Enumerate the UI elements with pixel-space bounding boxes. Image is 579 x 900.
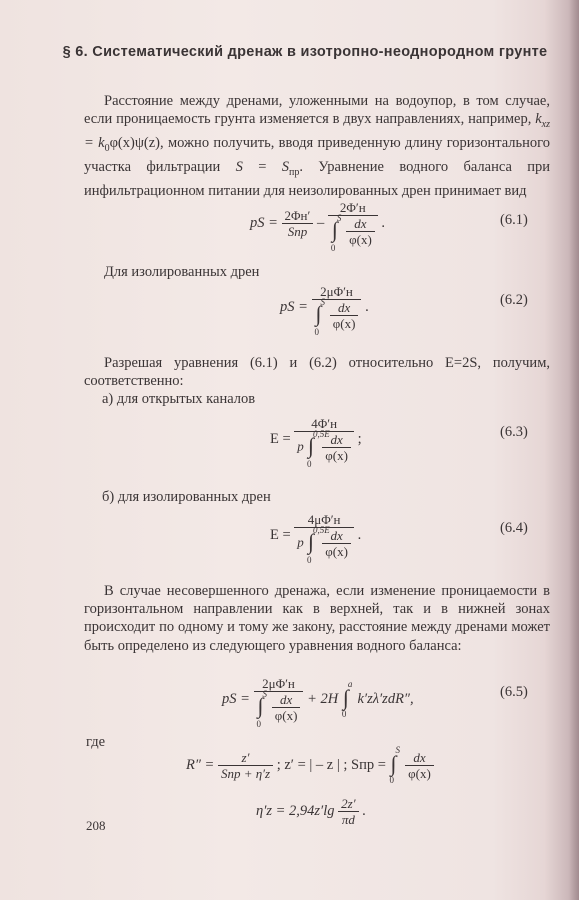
- p1-sub-pr: пр: [288, 167, 300, 179]
- p1-eqsign: =: [242, 159, 282, 176]
- where-label: где: [86, 734, 106, 750]
- p1-phi-psi: φ(x)ψ(z): [109, 135, 161, 152]
- eq-number-6-4: (6.4): [500, 520, 528, 536]
- integral-sign: ∫ 0,5E 0: [307, 524, 330, 565]
- eq-6-1-frac2: 2Φ′н ∫ S 0 $\frac{dx}{\varphi(x)}$: [328, 200, 378, 247]
- integral-sign: ∫ 0,5E 0: [307, 428, 330, 469]
- p1-k: k: [535, 111, 542, 128]
- item-a: а) для открытых каналов: [102, 391, 256, 407]
- definitions-r-z-s: R″ = $\frac{z'}{\text{Sпр + η′z}}$ ; z′ = | – z | ; Sпр = ∫ S 0 $\frac{dx}{\varphi(x)}$: [186, 750, 434, 781]
- eq-number-6-2: (6.2): [500, 292, 528, 308]
- eq-6-1-frac1: $\frac{2\Phi н'}{\text{Sпр}}$: [282, 208, 314, 239]
- p1-text-c: . Уравнение водного баланса при инфильтрационном питании для неизолированных дрен принимает вид: [84, 159, 550, 200]
- eq-number-6-1: (6.1): [500, 212, 528, 228]
- equation-6-4: E = 4μΦ′н p ∫ 0,5E 0 $\frac{dx}{\varphi(x)}$ .: [270, 512, 362, 565]
- page-number: 208: [86, 818, 106, 833]
- p1-text-a: Расстояние между дренами, уложенными на водоупор, в том случае, если проницаемость грунта изменяется в двух направлениях, например,: [84, 93, 550, 128]
- p1-s2: S: [281, 159, 289, 176]
- eq-number-6-5: (6.5): [500, 684, 528, 700]
- paragraph-3: В случае несовершенного дренажа, если изменение проницаемости в горизонтальном направлении как в верхней, так и в нижней зонах происходит по одному и тому же закону, расстояние между дренами может быть определено из следующего уравнения водного баланса:: [84, 583, 550, 654]
- p1-text-b: , можно получить, вводя приведенную длину горизонтального участка фильтрации: [84, 135, 550, 176]
- page-edge-shadow: [569, 0, 579, 900]
- equation-6-1: pS = $\frac{2\Phi н'}{\text{Sпр}}$ – 2Φ′н ∫ S 0 $\frac{dx}{\varphi(x)}$ .: [250, 200, 386, 253]
- p1-s1: S: [235, 159, 243, 176]
- integral-sign: ∫ S 0: [389, 744, 401, 785]
- paragraph-2: Разрешая уравнения (6.1) и (6.2) относительно E=2S, получим, соответственно:: [84, 355, 550, 390]
- definition-eta: η′z = 2,94z′lg $\frac{2z'}{\pi d}$ .: [256, 796, 366, 827]
- p1-eq-mid: = k: [84, 135, 105, 152]
- equation-6-2: pS = 2μΦ′н ∫ S 0 $\frac{dx}{\varphi(x)}$ .: [280, 284, 369, 337]
- integral-sign: ∫ S 0: [314, 296, 326, 337]
- integral-sign: ∫ S 0: [256, 688, 268, 729]
- p1-sub-0: 0: [104, 143, 110, 155]
- p1-sub-xz: xz: [541, 119, 550, 131]
- eq-number-6-3: (6.3): [500, 424, 528, 440]
- item-b: б) для изолированных дрен: [102, 489, 271, 505]
- label-isolated-drains: Для изолированных дрен: [104, 264, 260, 280]
- integral-sign: ∫ S 0: [330, 212, 342, 253]
- integral-sign: ∫ a 0: [341, 678, 353, 719]
- equation-6-5: pS = 2μΦ′н ∫ S 0 $\frac{dx}{\varphi(x)}$ + 2H ∫ a 0 k′zλ′zdR″,: [222, 676, 414, 729]
- paragraph-1: [84, 92, 550, 201]
- section-heading: § 6. Систематический дренаж в изотропно-неоднородном грунте: [62, 44, 548, 60]
- equation-6-3: E = 4Φ′н p ∫ 0,5E 0 $\frac{dx}{\varphi(x)}$ ;: [270, 416, 362, 469]
